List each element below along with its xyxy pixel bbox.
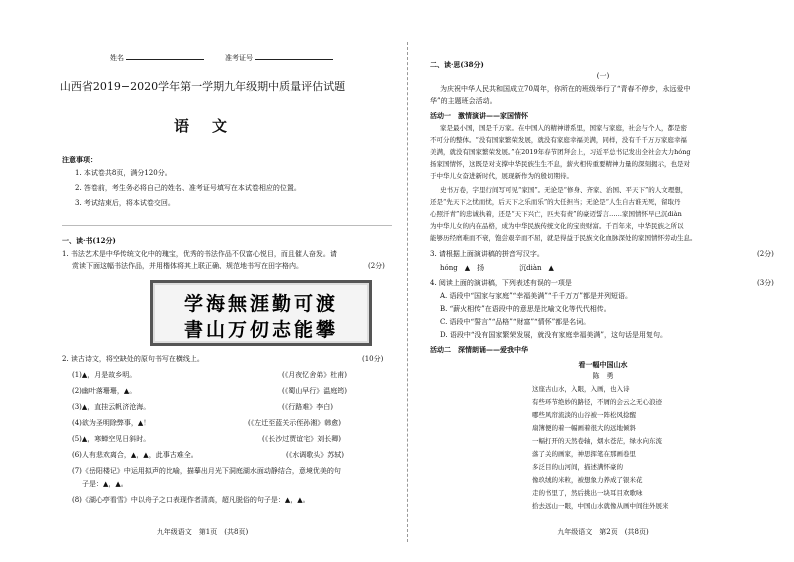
poem-line: 扇簿便的着一幅画着很大的远地倾斜 xyxy=(532,424,636,432)
notice-item: 1. 本试卷共8页，满分120分。 xyxy=(75,169,172,177)
q2-points: (10分) xyxy=(362,355,384,363)
blank-source: (《月夜忆舍弟》杜甫) xyxy=(282,371,347,379)
name-field[interactable] xyxy=(110,52,204,63)
q3-text: 3. 请根据上面演讲稿的拼音写汉字。 xyxy=(430,250,544,258)
q4-option[interactable]: B. “薪火相传”在语段中的意思是比喻文化等代代相传。 xyxy=(440,305,611,313)
part-number: (一) xyxy=(596,72,610,80)
q8-text[interactable]: (8)《湖心亭看雪》中以舟子之口表现作者清高，超凡脱俗的句子是：▲，▲。 xyxy=(72,496,310,504)
section-separator xyxy=(62,225,392,226)
q1-points: (2分) xyxy=(368,262,385,270)
poem-line: 落了关的画家，神思挥笔在那画卷里 xyxy=(532,450,636,458)
speech-line: 能够历经磨难而不衰，饱尝艰辛而不屈，就是得益于民族文化血脉深处的家国情怀劳动生息。 xyxy=(430,234,697,242)
blank-item[interactable]: (1)▲，月是故乡明。 xyxy=(72,371,137,379)
page-footer: 九年级语文 第2页 (共8页) xyxy=(557,528,649,536)
speech-line: 于中华儿女奋进新时代，展现新作为的殷切期待。 xyxy=(430,172,573,180)
activity2-heading: 活动二 深情朗诵——爱我中华 xyxy=(430,345,528,354)
ticket-field[interactable] xyxy=(225,52,333,63)
poem-line: 拾去远山一眼，中国山水就像从画中间往外展来 xyxy=(532,502,669,510)
right-page xyxy=(412,0,794,562)
intro-text: 华”的主题班会活动。 xyxy=(430,97,497,105)
section2-heading: 二、读·思(38分) xyxy=(430,60,484,69)
notice-heading: 注意事项： xyxy=(62,155,97,164)
q4-option[interactable]: C. 语段中“誓言”“品格”“财富”“情怀”都是名词。 xyxy=(440,318,591,326)
q2-text: 2. 读古诗文，将空缺处的原句书写在横线上。 xyxy=(62,355,204,363)
speech-line: 还是“先天下之忧而忧，后天下之乐而乐”的大任担当；无论是“人生自古谁无死，留取丹 xyxy=(430,198,681,206)
poem-author: 陈 勇 xyxy=(592,372,614,380)
poem-line: 哪些风帘流淡的山谷被一阵松风捻醒 xyxy=(532,411,636,419)
blank-source: (《蜀山早行》温庭筠) xyxy=(282,387,347,395)
notice-item: 3. 考试结束后，将本试卷交回。 xyxy=(75,199,175,207)
ticket-label: 准考证号 xyxy=(225,54,253,62)
speech-line: 不可分的整体。“没有国家繁荣发展，就没有家庭幸福美满，同样，没有千千万万家庭幸福 xyxy=(430,136,687,144)
poem-line: 像玖绒的米粒，被想象力养成了银米花 xyxy=(532,476,643,484)
exam-title: 山西省2019−2020学年第一学期九年级期中质量评估试题 xyxy=(59,80,346,93)
speech-line: 家是最小国，国是千万家。在中国人的精神谱系里，国家与家庭，社会与个人，都是密 xyxy=(440,124,687,132)
q1-text: 赏读下面这幅书法作品，并用楷体将其上联正确、规范地书写在田字格内。 xyxy=(72,262,303,270)
q3-pinyin-blanks[interactable]: hóng ▲ 扬 沉diàn ▲ xyxy=(440,264,554,272)
q7-text: (7)《岳阳楼记》中运用拟声的比喻，描摹出月光下洞庭湖水面动静结合，意境优美的句 xyxy=(72,467,341,475)
q4-text: 4. 阅读上面的演讲稿，下列表述有误的一项是 xyxy=(430,279,572,287)
blank-source: (《行路难》李白) xyxy=(282,403,333,411)
blank-item[interactable]: (4)欲为圣明除弊事，▲！ xyxy=(72,419,151,427)
page-divider xyxy=(407,42,408,542)
activity1-heading: 活动一 激情演讲——家国情怀 xyxy=(430,111,528,120)
q3-points: (2分) xyxy=(757,250,774,258)
calligraphy-line-2: 書山万仞志能攀 xyxy=(183,319,338,341)
poem-title: 看一幅中国山水 xyxy=(578,360,628,369)
ticket-line xyxy=(255,52,333,60)
section1-heading: 一、读·书(12分) xyxy=(62,236,116,245)
speech-line: 扬家国情怀，这既是对支撑中华民族生生不息，薪火相传重要精神力量的深刻揭示，也是对 xyxy=(430,160,690,168)
q1-text: 1. 书法艺术是中华传统文化中的瑰宝，优秀的书法作品不仅富心悦目，而且催人奋发。请 xyxy=(62,250,337,258)
notice-item: 2. 答卷前，考生务必将自己的姓名、准考证号填写在本试卷相应的位置。 xyxy=(75,184,301,192)
q4-points: (3分) xyxy=(757,279,774,287)
blank-item[interactable]: (6)人有悲欢离合，▲，▲，此事古难全。 xyxy=(72,451,198,459)
poem-line: 多泛目的山河间，描述满怀豪的 xyxy=(532,463,623,471)
blank-source: (《左迁至蓝关示侄孙湘》韩愈) xyxy=(248,419,341,427)
speech-line: 为中华儿女的内在品格，成为中华民族传统文化的宝贵财富。千百年来，中华民族之所以 xyxy=(430,222,684,230)
poem-line: 一幅打开的天然卷轴，烟水苍茫，绿水向东流 xyxy=(532,437,662,445)
blank-source: (《长沙过贾谊宅》刘长卿) xyxy=(262,435,341,443)
q7-answer[interactable]: 子是：▲，▲。 xyxy=(82,480,128,488)
subject-title: 语 文 xyxy=(173,117,231,135)
page-footer: 九年级语文 第1页 (共8页) xyxy=(156,528,249,536)
q4-option[interactable]: D. 语段中“没有国家繁荣发展，就没有家庭幸福美满”，这句话是用复句。 xyxy=(440,331,667,339)
q4-option[interactable]: A. 语段中“国家与家庭”“幸福美满”“千千万万”都是并列短语。 xyxy=(440,292,632,300)
poem-line: 走的书里了，然后挑出一块耳目欢歌咏 xyxy=(532,489,643,497)
calligraphy-line-1: 学海無涯勤可渡 xyxy=(183,293,338,315)
speech-line: 史书万卷，字里行间写可见“家国”。无论是“修身、齐家、治国、平天下”的人文理想， xyxy=(440,186,688,194)
name-line xyxy=(126,52,204,60)
blank-item[interactable]: (2)幽叶落珊珊，▲。 xyxy=(72,387,137,395)
blank-source: (《水调歌头》苏轼) xyxy=(286,451,344,459)
calligraphy-artwork xyxy=(150,280,372,346)
poem-line: 有些环节绝妙的路径，不屑的会云之无心浪迹 xyxy=(532,398,662,406)
name-label: 姓名 xyxy=(110,54,124,62)
speech-line: 心照汗青”的忠诚执着，还是“天下兴亡，匹夫有责”的豪迈誓言……家国情怀早已沉diàn xyxy=(430,210,682,218)
blank-item[interactable]: (3)▲，直挂云帆济沧海。 xyxy=(72,403,151,411)
intro-text: 为庆祝中华人民共和国成立70周年，你所在的班级举行了“青春不停步，永远爱中 xyxy=(440,85,691,93)
speech-line: 美满，就没有国家繁荣发展。”在2019年春节团拜会上，习近平总书记发出全社会大力hóng xyxy=(430,148,691,156)
blank-item[interactable]: (5)▲，寒蝉空见日斜时。 xyxy=(72,435,151,443)
poem-line: 这座古山水，入眼，入画，也入诗 xyxy=(532,385,630,393)
